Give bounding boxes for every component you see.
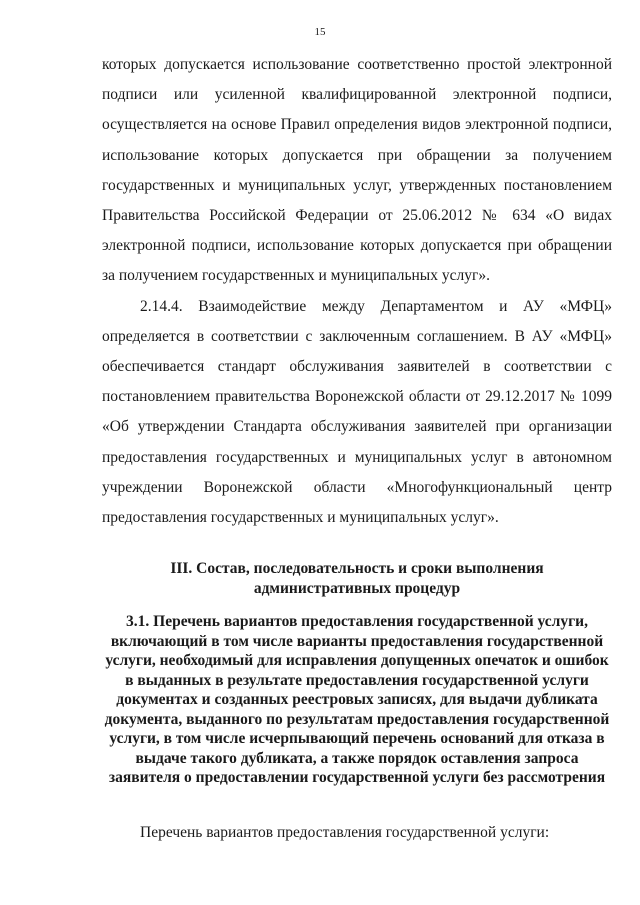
subsection-heading-3-1 xyxy=(102,612,612,788)
paragraph-electronic-signature: которых допускается использование соответственно простой электронной подписи или усиленной квалифицированной электронной подписи, осуществляется на основе Правил определения видов электронной подписи, использование которых допускается при обращении за получением государственных и муниципальных услуг, утвержденных постановлением Правительства Российской Федерации от 25.06.2012 № 634 «О видах электронной подписи, использование которых допускается при обращении за получением государственных и муниципальных услуг». xyxy=(102,56,612,285)
subsection-heading-line: включающий в том числе варианты предоставления государственной xyxy=(110,632,604,650)
section-heading-line-2: административных процедур xyxy=(253,579,461,597)
subsection-heading-line: заявителя о предоставлении государственной услуги без рассмотрения xyxy=(108,769,606,787)
subsection-heading-line: услуги, в том числе исчерпывающий перечень оснований для отказа в xyxy=(109,730,605,748)
section-heading-line-1: III. Состав, последовательность и сроки выполнения xyxy=(170,560,544,578)
subsection-heading-line: выдаче такого дубликата, а также порядок оставления запроса xyxy=(135,749,579,767)
subsection-heading-line: документа, выданного по результатам предоставления государственной xyxy=(104,710,610,728)
document-body xyxy=(102,50,612,848)
subsection-heading-line: 3.1. Перечень вариантов предоставления государственной услуги, xyxy=(126,613,588,631)
section-heading-iii xyxy=(102,559,612,598)
subsection-heading-line: услуги, необходимый для исправления допущенных опечаток и ошибок xyxy=(105,652,609,670)
page-number: 15 xyxy=(314,26,326,38)
variants-list-intro: Перечень вариантов предоставления государственной услуги: xyxy=(140,823,550,841)
subsection-heading-line: документах и созданных реестровых записях, для выдачи дубликата xyxy=(116,691,598,709)
paragraph-2-14-4: 2.14.4. Взаимодействие между Департаментом и АУ «МФЦ» определяется в соответствии с заключенным соглашением. В АУ «МФЦ» обеспечивается стандарт обслуживания заявителей в соответствии с постановлением правительства Воронежской области от 29.12.2017 № 1099 «Об утверждении Стандарта обслуживания заявителей при организации предоставления государственных и муниципальных услуг в автономном учреждении Воронежской области «Многофункциональный центр предоставления государственных и муниципальных услуг». xyxy=(102,297,612,527)
subsection-heading-line: в выданных в результате предоставления государственной услуги xyxy=(125,671,589,689)
